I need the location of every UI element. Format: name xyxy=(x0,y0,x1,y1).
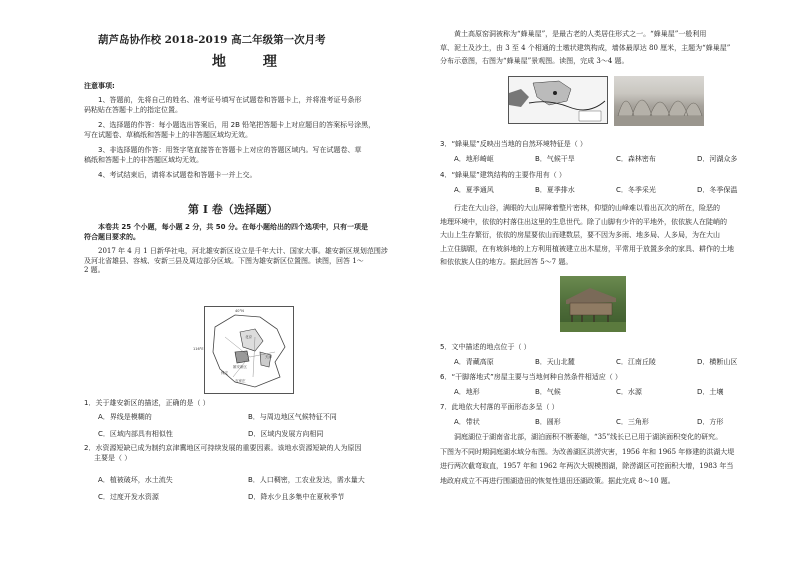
q2-option-a[interactable]: A．植被破坏，水土流失 xyxy=(98,476,173,484)
map-legend-box xyxy=(579,111,601,121)
right-column xyxy=(440,0,782,562)
house-roof xyxy=(566,288,616,304)
q4-option-c[interactable]: C．冬季采光 xyxy=(616,186,656,194)
beehive-house-distribution-map xyxy=(508,76,608,124)
stilt-house-photo xyxy=(560,276,626,332)
note-line: 4、考试结束后，请将本试题卷和答题卡一并上交。 xyxy=(98,171,257,179)
q5-option-c[interactable]: C．江南丘陵 xyxy=(616,358,656,366)
q5-stem: 5．文中描述的地点位于（ ） xyxy=(440,343,531,351)
q3-option-c[interactable]: C．森林密布 xyxy=(616,155,656,163)
q2-stem-line: 主要是（ ） xyxy=(94,453,132,462)
q4-option-d[interactable]: D．冬季保温 xyxy=(697,186,738,194)
q5-option-b[interactable]: B．天山北麓 xyxy=(535,358,575,366)
passage-line: 和依依族人住的地方。据此回答 5～7 题。 xyxy=(440,258,573,266)
q6-option-b[interactable]: B．气候 xyxy=(535,388,561,396)
map-label: 天津 xyxy=(265,355,272,359)
q2-option-b[interactable]: B．人口稠密，工农业发达，需水量大 xyxy=(248,476,365,484)
q6-option-c[interactable]: C．水源 xyxy=(616,388,642,396)
q1-option-a[interactable]: A．界线是模糊的 xyxy=(98,413,152,421)
left-column xyxy=(84,0,414,562)
map-label: 保定 xyxy=(221,371,228,375)
section-intro xyxy=(84,223,414,242)
q2-option-c[interactable]: C．过度开发水资源 xyxy=(98,493,159,501)
q7-option-b[interactable]: B．圆形 xyxy=(535,418,561,426)
passage-line: 黄土高原窑洞被称为“蜂巢屋”，是最古老的人类居住形式之一。“蜂巢屋”一般利用 xyxy=(454,30,707,38)
q3-option-b[interactable]: B．气候干旱 xyxy=(535,155,575,163)
passage-2 xyxy=(440,30,782,67)
passage-1 xyxy=(84,247,414,276)
province-boundary xyxy=(213,315,285,387)
passage-line: 地政府成立不再进行围湖造田的恢复性退田还湖政策。据此完成 8～10 题。 xyxy=(440,476,675,485)
q3-option-a[interactable]: A．地形崎岖 xyxy=(454,155,494,163)
map-label: 116°E xyxy=(193,347,204,351)
map-label: 40°N xyxy=(235,309,244,313)
passage-line: 2 题。 xyxy=(84,266,105,274)
section-title: 第 I 卷（选择题） xyxy=(188,203,278,216)
note-line: 稿纸和答题卡上的非答题区域均无效。 xyxy=(84,155,203,164)
q2-option-d[interactable]: D．降水少且多集中在夏秋季节 xyxy=(248,493,345,501)
passage-line: 2017 年 4 月 1 日新华社电，河北雄安新区设立是千年大计、国家大事。雄安新区规划范围涉 xyxy=(98,247,388,255)
passage-4 xyxy=(440,433,782,486)
map-label: 雄安新区 xyxy=(233,365,247,369)
note-line: 3、非选择题的作答：用签字笔直接答在答题卡上对应的答题区域内。写在试题卷、草 xyxy=(98,146,362,154)
passage-line: 分布示意图，右图为“蜂巢屋”景观图。读图，完成 3～4 题。 xyxy=(440,57,629,65)
map-label: 石家庄 xyxy=(235,379,246,383)
passage-line: 大山上生存繁衍，依依的房屋要依山而建数层，要不因为多雨、地多局、人多局，为在大山 xyxy=(440,231,720,239)
q5-option-d[interactable]: D．横断山区 xyxy=(697,358,738,366)
q7-option-d[interactable]: D．方形 xyxy=(697,418,724,426)
q4-option-b[interactable]: B．夏季排水 xyxy=(535,186,575,194)
q4-stem: 4．“蜂巢屋”建筑结构的主要作用有（ ） xyxy=(440,171,566,179)
beijing-region xyxy=(240,329,263,351)
map-drawing xyxy=(509,77,607,123)
subject-title: 地 理 xyxy=(212,54,293,70)
house-body xyxy=(570,303,612,315)
passage-3 xyxy=(440,204,782,268)
intro-line: 本卷共 25 个小题，每小题 2 分，共 50 分。在每小题给出的四个选项中，只有一项是 xyxy=(98,223,368,231)
map-drawing xyxy=(205,307,293,393)
photo-drawing xyxy=(560,276,626,332)
map-label: 北京 xyxy=(245,335,252,339)
note-line: 2、选择题的作答：每小题选出答案后，用 2B 铅笔把答题卡上对应题目的答案标号涂黑， xyxy=(98,121,376,129)
dome-roofs xyxy=(618,100,702,116)
passage-line: 上立住脚跟，在有坡斜地的上方利用植被建立出木屋房，平常用于放置多余的家具、耕作的土地 xyxy=(440,244,734,253)
passage-line: 下图为不同时期洞庭湖水域分布图。为改善湖区洪涝灾害，1956 年和 1965 年修建的洪湖大堤 xyxy=(440,447,735,456)
q2-stem-line: 2．水资源短缺已成为制约京津冀地区可持续发展的重要因素。该地水资源短缺的人为原因 xyxy=(84,444,362,452)
xiongan-region xyxy=(235,351,249,363)
passage-line: 行走在大山谷，满眼的大山屏障着整片密林，仰望的山峰难以看出瓦次的所在，险恶的 xyxy=(454,204,720,212)
q3-stem: 3．“蜂巢屋”反映出当地的自然环境特征是（ ） xyxy=(440,140,587,148)
q7-option-c[interactable]: C．三角形 xyxy=(616,418,649,426)
note-line: 码粘贴在答题卡上的指定位置。 xyxy=(84,105,182,114)
xiongan-location-map xyxy=(193,306,294,394)
intro-line: 符合题目要求的。 xyxy=(84,232,140,241)
q6-option-a[interactable]: A．地形 xyxy=(454,388,480,396)
note-line: 1、答题前，先将自己的姓名、准考证号填写在试题卷和答题卡上，并将准考证号条形 xyxy=(98,96,362,104)
q7-stem: 7．此地依大村落的平面形态多呈（ ） xyxy=(440,403,559,411)
notes-heading: 注意事项: xyxy=(84,82,115,90)
q1-option-b[interactable]: B．与周边地区气候特征不同 xyxy=(248,413,337,421)
q6-stem: 6．“干脚落地式”房屋主要与当地何种自然条件相适应（ ） xyxy=(440,373,622,381)
q1-stem: 1．关于雄安新区的描述，正确的是（ ） xyxy=(84,399,210,407)
q3-option-d[interactable]: D．河湖众多 xyxy=(697,155,738,163)
passage-line: 地理环境中，依依的村落住出这里的生息世代。除了山脚有少许的平地外，依依族人在陡峭的 xyxy=(440,217,727,226)
q6-option-d[interactable]: D．土壤 xyxy=(697,388,724,396)
location-point xyxy=(553,91,557,95)
photo-drawing xyxy=(614,76,704,126)
q1-option-c[interactable]: C．区域内部具有相似性 xyxy=(98,430,173,438)
q5-option-a[interactable]: A．青藏高原 xyxy=(454,358,494,366)
passage-line: 进行两次截弯取直，1957 年和 1962 年两次大规模围湖，除涝湖区可控面积大增，1983 年当 xyxy=(440,462,734,470)
notes-list xyxy=(84,96,414,181)
passage-line: 草、泥土及沙土，由 3 至 4 个相通的土墩状建筑构成，墙体最厚达 80 厘米，主题为“蜂巢屋” xyxy=(440,43,731,52)
note-line: 写在试题卷、草稿纸和答题卡上的非答题区域均无效。 xyxy=(84,130,252,139)
q1-option-d[interactable]: D．区域内发展方向相同 xyxy=(248,430,324,438)
q2-stem xyxy=(84,444,414,463)
passage-line: 洞庭湖位于湖南省北部，湖泊面积不断萎缩，“35”线长已已用于湖滨面积变化的研究。 xyxy=(454,433,723,441)
q7-option-a[interactable]: A．带状 xyxy=(454,418,480,426)
q4-option-a[interactable]: A．夏季通风 xyxy=(454,186,494,194)
beehive-house-photo xyxy=(614,76,704,126)
passage-line: 及河北省雄县、容城、安新三县及周边部分区域。下图为雄安新区位置图。读图，回答 1～ xyxy=(84,256,364,265)
exam-title: 葫芦岛协作校 2018-2019 高二年级第一次月考 xyxy=(98,34,326,46)
